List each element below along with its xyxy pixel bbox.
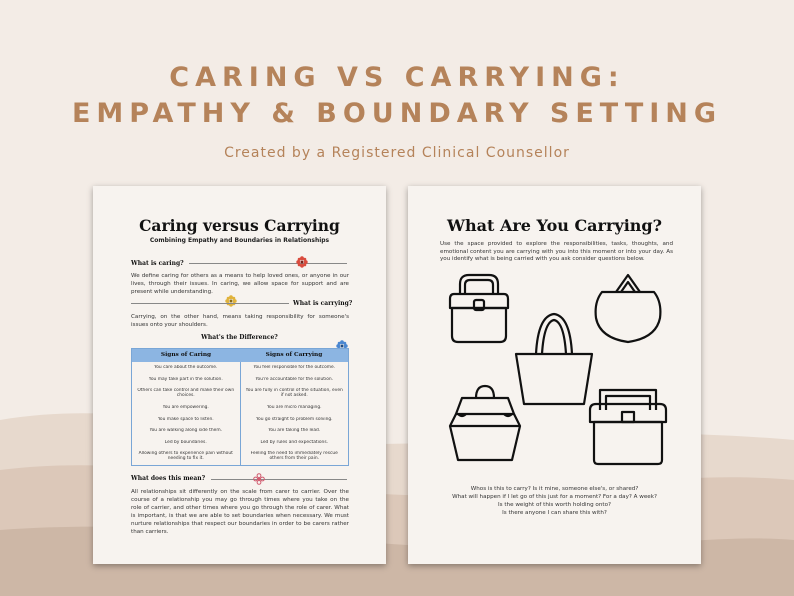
difference-heading: What's the Difference?	[201, 334, 278, 341]
table-cell: You are empowering.	[162, 405, 209, 410]
table-cell: You go straight to problem solving.	[255, 416, 333, 422]
signs-comparison-table	[131, 348, 349, 466]
page-title: Caring versus Carrying	[139, 216, 340, 235]
divider	[211, 479, 347, 480]
table-cell: You are fully in control of the situation, even if not asked.	[245, 388, 343, 399]
carrying-column	[240, 362, 349, 466]
meaning-heading: What does this mean?	[131, 475, 206, 482]
carrying-definition: Carrying, on the other hand, means taking responsibility for someone's issues onto your shoulders.	[131, 314, 349, 328]
round-bag-icon	[592, 272, 664, 344]
caring-column	[132, 362, 240, 466]
carrying-heading: What is carrying?	[293, 300, 353, 307]
table-cell: You care about the outcome.	[154, 365, 218, 370]
table-cell: Others can take control and make their own choices.	[137, 388, 235, 399]
table-cell: You are taking the lead.	[268, 428, 321, 433]
table-cell: You feel responsible for the outcome.	[253, 365, 336, 370]
handbag-icon	[446, 272, 512, 344]
table-cell: You're accountable for the solution.	[255, 376, 334, 382]
tote-bag-icon	[512, 310, 596, 408]
table-cell: Feeling the need to immediately rescue others from their pain.	[250, 451, 338, 462]
red-flower-icon	[296, 256, 308, 268]
page-subtitle: Combining Empathy and Boundaries in Relationships	[149, 237, 330, 244]
table-cell: Allowing others to experience pain without needing to fix it.	[138, 451, 233, 462]
hero-title-line-1: CARING VS CARRYING:	[169, 62, 625, 93]
column-header-caring: Signs of Caring	[160, 352, 212, 358]
yellow-flower-icon	[225, 295, 237, 307]
table-cell: You are walking along side them.	[149, 428, 223, 433]
backpack-icon	[448, 382, 522, 464]
table-cell: You are micro managing.	[266, 405, 322, 410]
table-cell: Led by boundaries.	[164, 439, 207, 445]
column-header-carrying: Signs of Carrying	[265, 352, 323, 358]
table-cell: You make space to listen.	[157, 416, 214, 422]
worksheet-page-what-are-you-carrying	[408, 186, 701, 564]
meaning-text: All relationships sit differently on the scale from carer to carrier. Over the course of a relationship you may go through times where you take on the role of carrier, and other times where you go through the role of carer. What is important, is that we are able to set boundaries when necessary. We must nurture relationships that respect our boundaries in order to be carers rather than carriers.	[131, 489, 349, 535]
worksheet-page-caring-vs-carrying	[93, 186, 386, 564]
frame-bag-icon	[586, 386, 670, 468]
table-cell: You may take part in the solution.	[148, 376, 223, 382]
table-header	[132, 349, 348, 362]
page-title: What Are You Carrying?	[447, 216, 662, 235]
reflection-questions	[408, 485, 701, 517]
pink-flower-icon	[253, 473, 265, 485]
caring-heading: What is caring?	[131, 260, 184, 267]
question-item: Is the weight of this worth holding onto?	[498, 502, 611, 508]
hero-subtitle: Created by a Registered Clinical Counsellor	[224, 145, 570, 161]
table-cell: Led by rules and expectations.	[260, 439, 328, 445]
caring-definition: We define caring for others as a means to help loved ones, or anyone in our lives, through their issues. In caring, we allow space for support and are present while understanding.	[131, 273, 349, 295]
divider	[131, 303, 289, 304]
question-item: Is there anyone I can share this with?	[502, 510, 607, 516]
question-item: What will happen if I let go of this just for a moment? For a day? A week?	[452, 494, 657, 500]
question-item: Whos is this to carry? Is it mine, someone else's, or shared?	[470, 486, 639, 492]
intro-text: Use the space provided to explore the responsibilities, tasks, thoughts, and emotional content you are carrying with you into this moment or into your day. As you identify what is being carried with you ask consider questions below.	[440, 241, 673, 263]
hero-title-line-2: EMPATHY & BOUNDARY SETTING	[71, 98, 723, 129]
divider	[189, 263, 347, 264]
